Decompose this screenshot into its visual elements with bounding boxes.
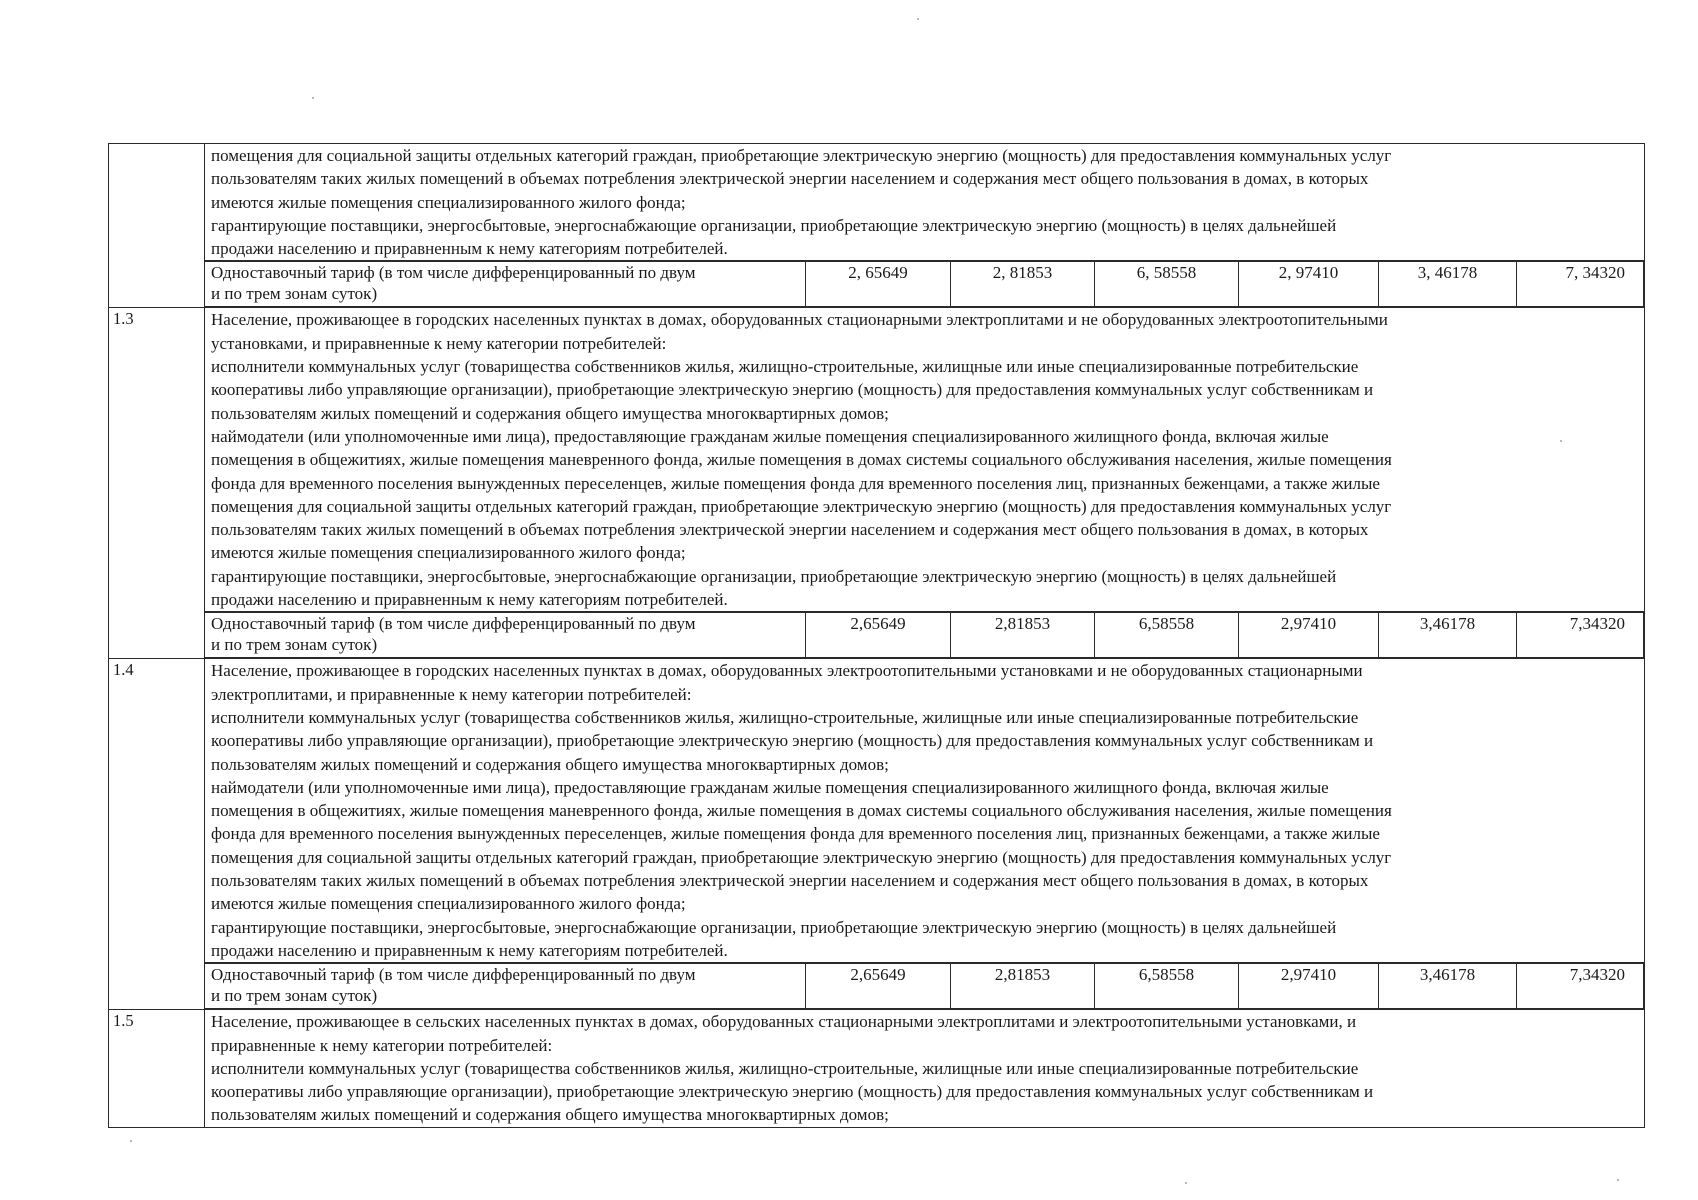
description-line: пользователям жилых помещений и содержания общего имущества многоквартирных домов; (211, 403, 889, 423)
description-line: пользователям таких жилых помещений в объемах потребления электрической энергии населением и содержания мест общего пользования в домах, в которых (211, 169, 1369, 189)
description-line: наймодатели (или уполномоченные ими лица), предоставляющие гражданам жилые помещения специализированного жилищного фонда, включая жилые (211, 426, 1329, 446)
description-line: исполнители коммунальных услуг (товарищества собственников жилья, жилищно-строительные, жилищные или иные специализированные потребительские (211, 1058, 1359, 1078)
description-line: фонда для временного поселения вынужденных переселенцев, жилые помещения фонда для временного поселения лиц, признанных беженцами, а также жилые (211, 824, 1380, 844)
description-line: продажи населению и приравненным к нему категориям потребителей. (211, 590, 728, 610)
tariff-value: 2,65649 (806, 964, 951, 1009)
row-number: 1.4 (109, 659, 205, 1010)
tariff-value: 2,81853 (951, 613, 1095, 658)
description-line: исполнители коммунальных услуг (товарищества собственников жилья, жилищно-строительные, жилищные или иные специализированные потребительские (211, 357, 1359, 377)
description-line: Население, проживающее в городских населенных пунктах в домах, оборудованных стационарными электроплитами и не оборудованных электроотопительными (211, 310, 1388, 330)
tariff-value: 6,58558 (1095, 964, 1239, 1009)
description-line: установками, и приравненные к нему категории потребителей: (211, 333, 667, 353)
tariff-value: 2,65649 (806, 613, 951, 658)
tariff-value: 2, 81853 (951, 262, 1095, 307)
tariff-document (108, 143, 1644, 1128)
description-line: имеются жилые помещения специализированного жилого фонда; (211, 543, 686, 563)
description-line: помещения для социальной защиты отдельных категорий граждан, приобретающие электрическую энергию (мощность) для предоставления коммунальных услуг (211, 496, 1392, 516)
table-row (109, 659, 1645, 963)
tariff-value: 7,34320 (1517, 613, 1644, 658)
description-line: пользователям жилых помещений и содержания общего имущества многоквартирных домов; (211, 754, 889, 774)
rate-table (205, 261, 1644, 307)
description-line: пользователям жилых помещений и содержания общего имущества многоквартирных домов; (211, 1105, 889, 1125)
description-line: продажи населению и приравненным к нему категориям потребителей. (211, 239, 728, 259)
table-row (109, 1010, 1645, 1127)
description-line: гарантирующие поставщики, энергосбытовые, энергоснабжающие организации, приобретающие электрическую энергию (мощность) в целях дальнейшей (211, 215, 1337, 235)
tariff-value: 2,81853 (951, 964, 1095, 1009)
rate-table (205, 612, 1644, 658)
description-line: помещения для социальной защиты отдельных категорий граждан, приобретающие электрическую энергию (мощность) для предоставления коммунальных услуг (211, 847, 1392, 867)
description-line: кооперативы либо управляющие организации), приобретающие электрическую энергию (мощность) для предоставления коммунальных услуг собственникам и (211, 1082, 1374, 1102)
description-line: пользователям таких жилых помещений в объемах потребления электрической энергии населением и содержания мест общего пользования в домах, в которых (211, 871, 1369, 891)
table-row (109, 144, 1645, 261)
tariff-value: 6,58558 (1095, 613, 1239, 658)
tariff-value: 2, 65649 (806, 262, 951, 307)
description-line: кооперативы либо управляющие организации), приобретающие электрическую энергию (мощность) для предоставления коммунальных услуг собственникам и (211, 380, 1374, 400)
description-line: Население, проживающее в городских населенных пунктах в домах, оборудованных электроотопительными установками и не оборудованных стационарными (211, 661, 1363, 681)
tariff-value: 3,46178 (1379, 613, 1517, 658)
description-line: гарантирующие поставщики, энергосбытовые, энергоснабжающие организации, приобретающие электрическую энергию (мощность) в целях дальнейшей (211, 566, 1337, 586)
description-line: наймодатели (или уполномоченные ими лица), предоставляющие гражданам жилые помещения специализированного жилищного фонда, включая жилые (211, 777, 1329, 797)
description-line: помещения для социальной защиты отдельных категорий граждан, приобретающие электрическую энергию (мощность) для предоставления коммунальных услуг (211, 146, 1392, 165)
tariff-table (108, 143, 1645, 1128)
tariff-value: 2, 97410 (1239, 262, 1379, 307)
tariff-value: 3,46178 (1379, 964, 1517, 1009)
description-line: гарантирующие поставщики, энергосбытовые, энергоснабжающие организации, приобретающие электрическую энергию (мощность) в целях дальнейшей (211, 917, 1337, 937)
description-line: имеются жилые помещения специализированного жилого фонда; (211, 894, 686, 914)
description-line: продажи населению и приравненным к нему категориям потребителей. (211, 940, 728, 960)
tariff-value: 2,97410 (1239, 613, 1379, 658)
rate-table (205, 963, 1644, 1009)
description-line: фонда для временного поселения вынужденных переселенцев, жилые помещения фонда для временного поселения лиц, признанных беженцами, а также жилые (211, 473, 1380, 493)
tariff-value: 6, 58558 (1095, 262, 1239, 307)
row-number: 1.5 (109, 1010, 205, 1127)
tariff-row (109, 261, 1645, 308)
tariff-label: Одноставочный тариф (в том числе дифференцированный по двум и по трем зонам суток) (205, 262, 806, 307)
tariff-label: Одноставочный тариф (в том числе дифференцированный по двум и по трем зонам суток) (205, 964, 806, 1009)
row-description (205, 308, 1645, 612)
tariff-label: Одноставочный тариф (в том числе дифференцированный по двум и по трем зонам суток) (205, 613, 806, 658)
tariff-value: 2,97410 (1239, 964, 1379, 1009)
description-line: пользователям таких жилых помещений в объемах потребления электрической энергии населением и содержания мест общего пользования в домах, в которых (211, 520, 1369, 540)
description-line: имеются жилые помещения специализированного жилого фонда; (211, 192, 686, 212)
table-row (109, 308, 1645, 612)
tariff-value: 3, 46178 (1379, 262, 1517, 307)
description-line: кооперативы либо управляющие организации), приобретающие электрическую энергию (мощность) для предоставления коммунальных услуг собственникам и (211, 731, 1374, 751)
row-description (205, 1010, 1645, 1127)
row-number (109, 144, 205, 308)
row-description (205, 659, 1645, 963)
description-line: приравненные к нему категории потребителей: (211, 1035, 553, 1055)
row-description (205, 144, 1645, 261)
tariff-value: 7,34320 (1517, 964, 1644, 1009)
tariff-row (109, 963, 1645, 1010)
tariff-value: 7, 34320 (1517, 262, 1644, 307)
row-number: 1.3 (109, 308, 205, 659)
description-line: электроплитами, и приравненные к нему категории потребителей: (211, 684, 692, 704)
description-line: Население, проживающее в сельских населенных пунктах в домах, оборудованных стационарными электроплитами и электроотопительными установками, и (211, 1012, 1357, 1032)
tariff-row (109, 612, 1645, 659)
description-line: исполнители коммунальных услуг (товарищества собственников жилья, жилищно-строительные, жилищные или иные специализированные потребительские (211, 707, 1359, 727)
description-line: помещения в общежитиях, жилые помещения маневренного фонда, жилые помещения в домах системы социального обслуживания населения, жилые помещения (211, 450, 1392, 470)
description-line: помещения в общежитиях, жилые помещения маневренного фонда, жилые помещения в домах системы социального обслуживания населения, жилые помещения (211, 801, 1392, 821)
